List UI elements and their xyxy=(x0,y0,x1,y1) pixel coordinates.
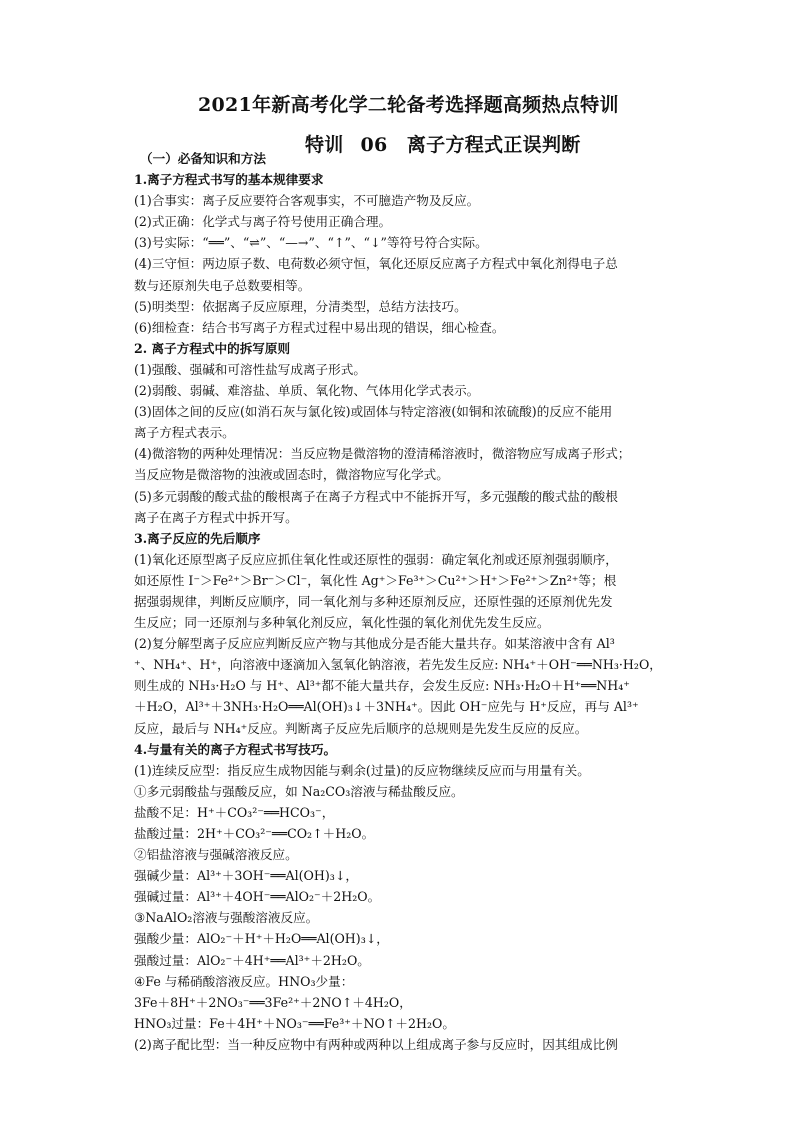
paragraph-line: 离子方程式表示。 xyxy=(134,425,235,441)
section-heading: 3.离子反应的先后顺序 xyxy=(134,530,261,546)
paragraph-line: (4)三守恒：两边原子数、电荷数必须守恒，氧化还原反应离子方程式中氧化剂得电子总 xyxy=(134,256,618,272)
paragraph-line: 数与还原剂失电子总数要相等。 xyxy=(134,277,311,293)
paragraph-line: (5)多元弱酸的酸式盐的酸根离子在离子方程式中不能拆开写，多元强酸的酸式盐的酸根 xyxy=(134,488,618,504)
paragraph-line: ④Fe 与稀硝酸溶液反应。HNO₃少量： xyxy=(134,973,354,989)
paragraph-line: 则生成的 NH₃·H₂O 与 H⁺、Al³⁺都不能大量共存，会发生反应: NH₃·H₂O＋H⁺══NH₄⁺ xyxy=(134,678,630,694)
paragraph-line: 生反应；同一还原剂与多种氧化剂反应，氧化性强的氧化剂优先发生反应。 xyxy=(134,615,550,631)
paragraph-line: HNO₃过量：Fe＋4H⁺＋NO₃⁻══Fe³⁺＋NO↑＋2H₂O。 xyxy=(134,1015,455,1031)
paragraph-line: (1)强酸、强碱和可溶性盐写成离子形式。 xyxy=(134,361,366,377)
paragraph-line: ⁺、NH₄⁺、H⁺，向溶液中逐滴加入氢氧化钠溶液，若先发生反应: NH₄⁺＋OH⁻══NH₃·H₂O， xyxy=(134,657,662,673)
section-heading: 1.离子方程式书写的基本规律要求 xyxy=(134,172,324,188)
paragraph-line: (4)微溶物的两种处理情况：当反应物是微溶物的澄清稀溶液时，微溶物应写成离子形式； xyxy=(134,446,631,462)
paragraph-line: (5)明类型：依据离子反应原理，分清类型，总结方法技巧。 xyxy=(134,298,467,314)
document-subtitle: 特训 06 离子方程式正误判断 xyxy=(305,134,581,156)
paragraph-line: ①多元弱酸盐与强酸反应，如 Na₂CO₃溶液与稀盐酸反应。 xyxy=(134,783,464,799)
paragraph-line: ＋H₂O，Al³⁺＋3NH₃·H₂O══Al(OH)₃↓＋3NH₄⁺。因此 OH⁻应先与 H⁺反应，再与 Al³⁺ xyxy=(134,699,639,715)
paragraph-line: ②铝盐溶液与强碱溶液反应。 xyxy=(134,847,298,863)
paragraph-line: (1)连续反应型：指反应生成物因能与剩余(过量)的反应物继续反应而与用量有关。 xyxy=(134,762,590,778)
paragraph-line: (2)复分解型离子反应应判断反应产物与其他成分是否能大量共存。如某溶液中含有 Al³ xyxy=(134,636,615,652)
paragraph-line: 盐酸过量：2H⁺＋CO₃²⁻══CO₂↑＋H₂O。 xyxy=(134,826,375,841)
paragraph-line: (6)细检查：结合书写离子方程式过程中易出现的错误，细心检查。 xyxy=(134,319,505,335)
document-title: 2021年新高考化学二轮备考选择题高频热点特训 xyxy=(198,94,619,116)
paragraph-line: 强酸过量：AlO₂⁻＋4H⁺══Al³⁺＋2H₂O。 xyxy=(134,952,370,968)
paragraph-line: ③NaAlO₂溶液与强酸溶液反应。 xyxy=(134,910,319,926)
paragraph-line: 如还原性 I⁻＞Fe²⁺＞Br⁻＞Cl⁻，氧化性 Ag⁺＞Fe³⁺＞Cu²⁺＞H⁺＞Fe²⁺＞Zn²⁺等；根 xyxy=(134,572,617,588)
paragraph-line: 强碱过量：Al³⁺＋4OH⁻══AlO₂⁻＋2H₂O。 xyxy=(134,889,381,905)
paragraph-line: 离子在离子方程式中拆开写。 xyxy=(134,509,298,525)
paragraph-line: (3)号实际：“══”、“⇌”、“—→”、“↑”、“↓”等符号符合实际。 xyxy=(134,235,488,251)
paragraph-line: 反应，最后与 NH₄⁺反应。判断离子反应先后顺序的总规则是先发生反应的反应。 xyxy=(134,720,588,736)
section-heading: （一）必备知识和方法 xyxy=(140,151,266,166)
paragraph-line: (3)固体之间的反应(如消石灰与氯化铵)或固体与特定溶液(如铜和浓硫酸)的反应不能用 xyxy=(134,404,613,420)
paragraph-line: 强酸少量：AlO₂⁻＋H⁺＋H₂O══Al(OH)₃↓， xyxy=(134,931,389,947)
section-heading: 4.与量有关的离子方程式书写技巧。 xyxy=(134,741,337,757)
paragraph-line: (1)合事实：离子反应要符合客观事实，不可臆造产物及反应。 xyxy=(134,193,480,209)
paragraph-line: 强碱少量：Al³⁺＋3OH⁻══Al(OH)₃↓， xyxy=(134,868,358,884)
paragraph-line: (2)弱酸、弱碱、难溶盐、单质、氧化物、气体用化学式表示。 xyxy=(134,383,480,399)
document-body xyxy=(134,148,664,1055)
paragraph-line: 3Fe＋8H⁺＋2NO₃⁻══3Fe²⁺＋2NO↑＋4H₂O， xyxy=(134,994,412,1010)
paragraph-line: 据强弱规律，判断反应顺序，同一氧化剂与多种还原剂反应，还原性强的还原剂优先发 xyxy=(134,593,613,609)
paragraph-line: (2)式正确：化学式与离子符号使用正确合理。 xyxy=(134,214,392,230)
paragraph-line: 盐酸不足：H⁺＋CO₃²⁻══HCO₃⁻， xyxy=(134,804,335,820)
section-heading: 2. 离子方程式中的拆写原则 xyxy=(134,340,291,356)
paragraph-line: 当反应物是微溶物的浊液或固态时，微溶物应写化学式。 xyxy=(134,467,449,483)
paragraph-line: (1)氧化还原型离子反应应抓住氧化性或还原性的强弱：确定氧化剂或还原剂强弱顺序， xyxy=(134,551,618,567)
paragraph-line: (2)离子配比型：当一种反应物中有两种或两种以上组成离子参与反应时，因其组成比例 xyxy=(134,1036,618,1052)
